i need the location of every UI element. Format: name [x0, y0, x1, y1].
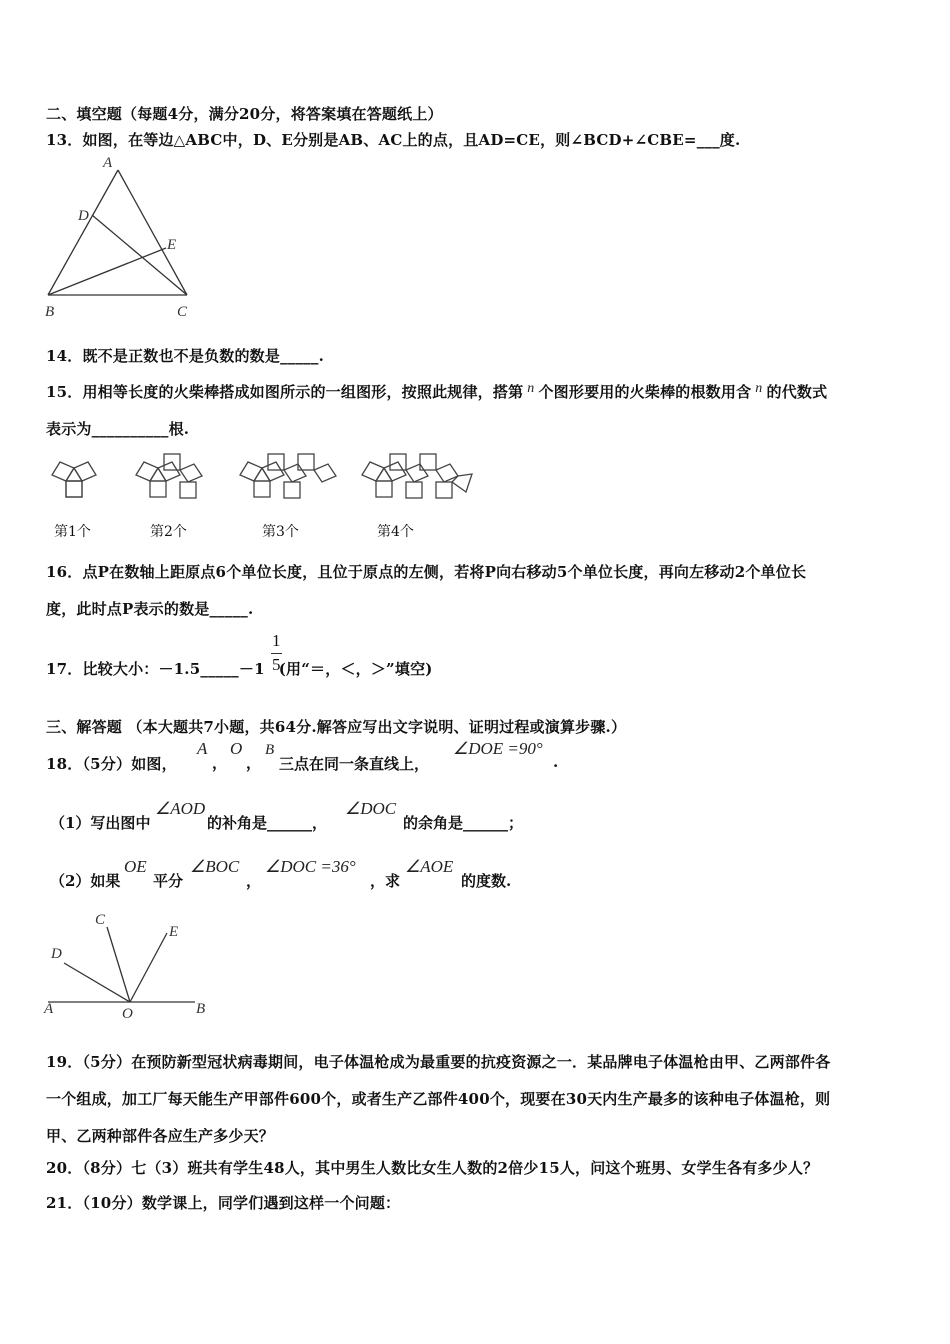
side-ac — [118, 170, 187, 295]
label-e: E — [167, 237, 177, 253]
q18-comma-2: ， — [246, 754, 262, 772]
label-c: C — [95, 912, 106, 928]
q13-text: 13．如图，在等边△ABC中，D、E分别是AB、AC上的点，且AD=CE，则∠BCD+∠CBE=___度. — [46, 131, 741, 149]
q19-line1: 19．（5分）在预防新型冠状病毒期间，电子体温枪成为最重要的抗疫资源之一．某品牌电子体温枪由甲、乙两部件各 — [46, 1053, 831, 1071]
q15-text-a: 15．用相等长度的火柴棒搭成如图所示的一组图形，按照此规律，搭第 — [46, 383, 524, 401]
section3-heading: 三、解答题 （本大题共7小题，共64分.解答应写出文字说明、证明过程或演算步骤.） — [46, 718, 627, 736]
q17-frac-denominator: 5 — [272, 655, 281, 674]
q16-line2: 度，此时点P表示的数是_____. — [46, 600, 254, 618]
q18-p2-d: ，求 — [370, 872, 401, 890]
q15-caption-4: 第4个 — [377, 524, 414, 540]
q18-p1-c: 的余角是______； — [403, 814, 524, 832]
q19-line2: 一个组成，加工厂每天能生产甲部件600个，或者生产乙部件400个，现要在30天内生产最多的该种电子体温枪，则 — [46, 1090, 831, 1108]
q18-mid: 三点在同一条直线上， — [279, 755, 430, 773]
q18-point-o: O — [230, 739, 243, 758]
q21-text: 21．（10分）数学课上，同学们遇到这样一个问题： — [46, 1194, 401, 1212]
q18-p2-b: 平分 — [153, 872, 184, 890]
q18-p2-angle-boc: ∠BOC — [190, 857, 240, 876]
q13-triangle-figure — [40, 152, 200, 324]
label-d: D — [78, 208, 89, 224]
label-a: A — [44, 1001, 54, 1017]
q18-end: . — [553, 753, 559, 771]
q18-p2-angle-aoe: ∠AOE — [405, 857, 454, 876]
label-a: A — [103, 155, 113, 171]
q17-frac-numerator: 1 — [272, 631, 281, 650]
q15-matchstick-figures — [44, 448, 474, 520]
figure-2 — [136, 454, 202, 498]
q17-prefix: 17．比较大小：－1.5_____－1 — [46, 660, 265, 678]
label-c: C — [177, 304, 188, 320]
label-d: D — [51, 946, 62, 962]
q15-var-n-2: n — [755, 381, 763, 396]
q18-p1-angle-doc: ∠DOC — [345, 799, 397, 818]
q18-p1-angle-aod: ∠AOD — [155, 799, 206, 818]
label-b: B — [45, 304, 55, 320]
label-b: B — [196, 1001, 206, 1017]
q18-p2-e: 的度数. — [461, 872, 512, 890]
q18-angle-doe: ∠DOE =90° — [453, 739, 543, 758]
figure-3 — [240, 454, 336, 498]
q18-angle-figure — [40, 905, 220, 1027]
side-ab — [48, 170, 118, 295]
ray-oe — [130, 933, 167, 1002]
q17-frac-bar — [271, 653, 282, 654]
label-e: E — [169, 924, 179, 940]
q15-line1 — [46, 381, 827, 402]
q15-text-b: 个图形要用的火柴棒的根数用含 — [538, 383, 752, 401]
q15-text-c: 的代数式 — [766, 383, 828, 401]
q18-p2-a: （2）如果 — [50, 872, 121, 890]
q16-line1: 16．点P在数轴上距原点6个单位长度，且位于原点的左侧，若将P向右移动5个单位长度，再向左移动2个单位长 — [46, 563, 807, 581]
q15-text-d: 表示为__________根. — [46, 420, 190, 438]
segment-cd — [92, 215, 187, 295]
q18-point-a: A — [197, 739, 208, 758]
q19-line3: 甲、乙两种部件各应生产多少天？ — [46, 1127, 275, 1145]
figure-1 — [52, 462, 96, 497]
q18-p2-oe: OE — [124, 857, 147, 876]
section2-heading: 二、填空题（每题4分，满分20分，将答案填在答题纸上） — [46, 105, 443, 123]
q20-text: 20．（8分）七（3）班共有学生48人，其中男生人数比女生人数的2倍少15人，问这个班男、女学生各有多少人？ — [46, 1159, 819, 1177]
q18-p1-b: 的补角是______， — [207, 814, 328, 832]
q18-p1-a: （1）写出图中 — [50, 814, 151, 832]
q18-point-b: B — [265, 742, 275, 758]
q18-prefix: 18．（5分）如图， — [46, 755, 177, 773]
segment-be — [48, 248, 166, 295]
q15-caption-3: 第3个 — [262, 524, 299, 540]
q14-text: 14．既不是正数也不是负数的数是_____. — [46, 347, 324, 365]
q15-caption-1: 第1个 — [54, 524, 91, 540]
label-o: O — [122, 1006, 133, 1022]
q15-caption-2: 第2个 — [150, 524, 187, 540]
q18-p2-angle-doc: ∠DOC =36° — [265, 857, 356, 876]
q15-var-n: n — [527, 381, 535, 396]
q18-comma-1: ， — [212, 754, 228, 772]
q17-text — [46, 658, 433, 679]
figure-4 — [362, 454, 472, 498]
q18-p2-c: ， — [246, 872, 262, 890]
q17-suffix: (用“＝，＜，＞”填空) — [278, 660, 433, 678]
